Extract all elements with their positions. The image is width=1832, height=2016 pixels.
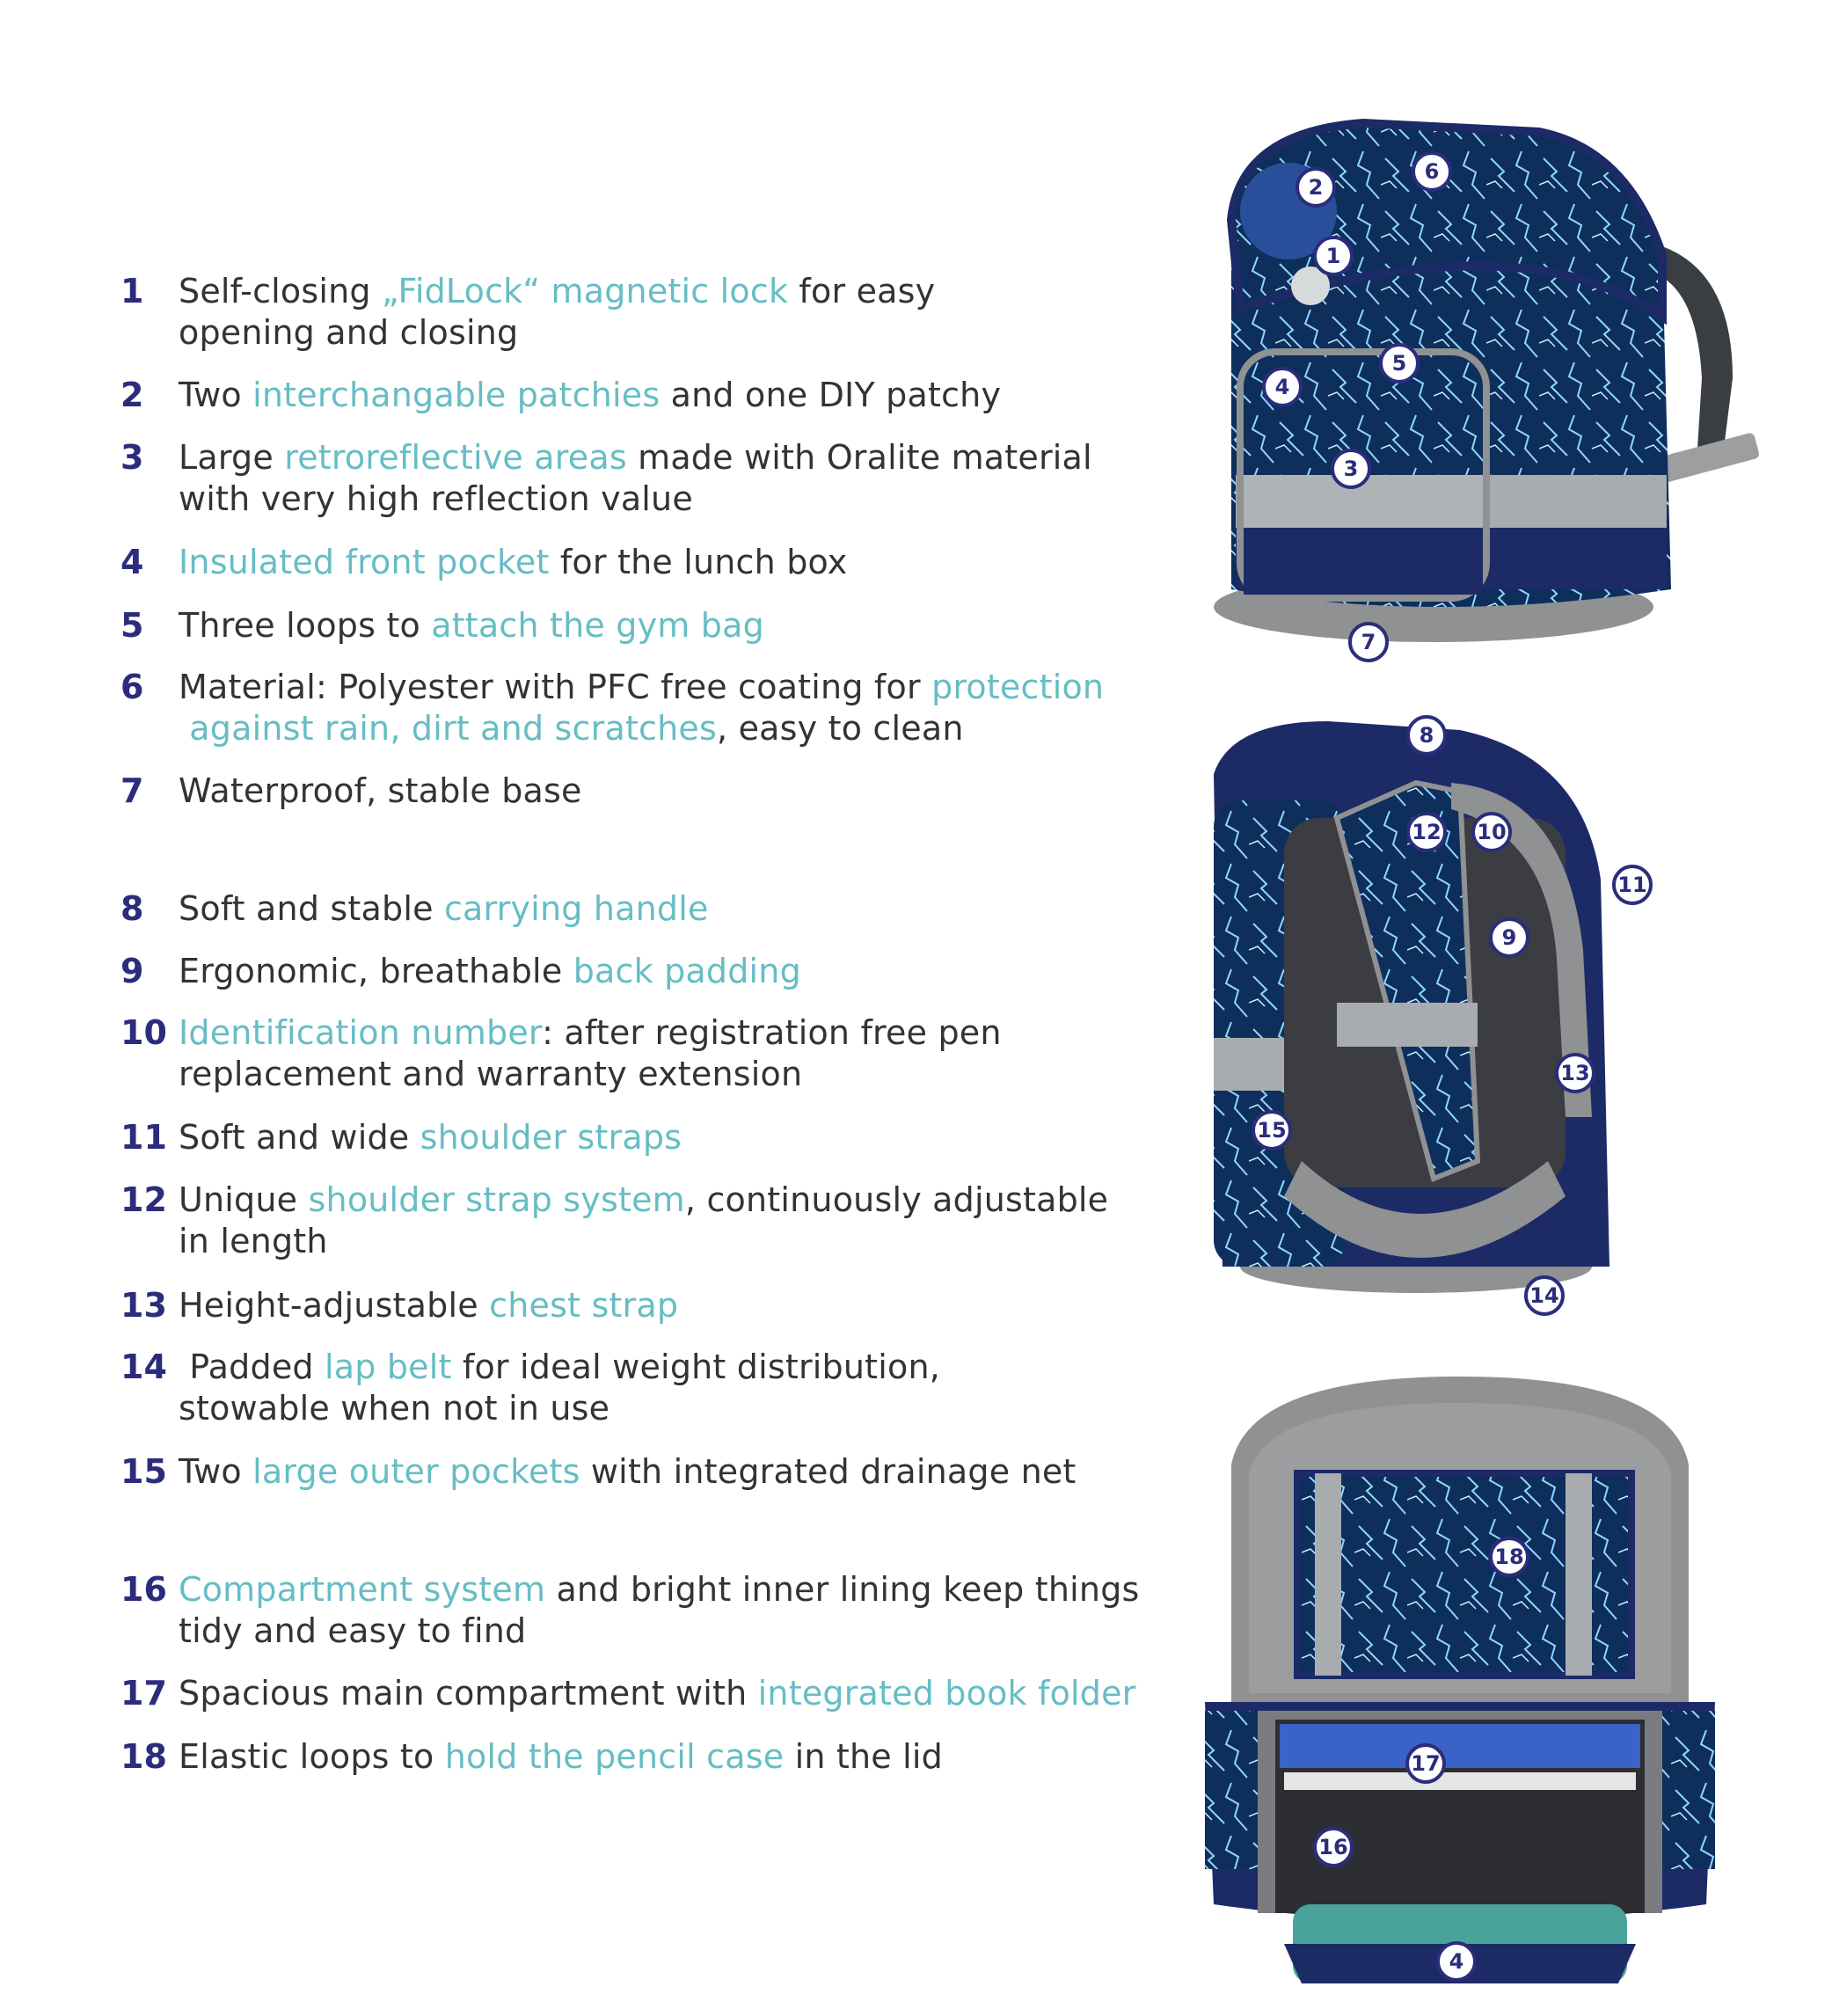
feature-text-line (179, 1347, 1102, 1388)
feature-text (179, 1012, 1102, 1095)
backpack-back-illustration (1196, 704, 1724, 1337)
feature-highlight: chest strap (489, 1286, 679, 1325)
feature-number: 15 (120, 1452, 167, 1491)
backpack-back-photo (1196, 704, 1724, 1337)
feature-text (179, 542, 1102, 583)
feature-item (120, 1180, 1109, 1262)
feature-text-segment: , continuously adjustable (684, 1180, 1109, 1219)
feature-text-line (179, 951, 1102, 992)
feature-text-line (179, 1569, 1140, 1611)
feature-item (120, 888, 1088, 930)
feature-number: 4 (120, 543, 144, 581)
feature-highlight: shoulder strap system (308, 1180, 685, 1219)
feature-item (120, 1285, 1088, 1326)
feature-text-segment: in length (179, 1222, 328, 1260)
marker-7: 7 (1348, 622, 1389, 662)
feature-text (179, 605, 1102, 646)
feature-text-segment: stowable when not in use (179, 1389, 610, 1428)
feature-text-line (179, 888, 1102, 930)
feature-text-segment: : after registration free pen (542, 1013, 1002, 1052)
feature-text-line (179, 771, 1102, 812)
feature-highlight: „FidLock“ magnetic lock (382, 272, 789, 310)
feature-highlight: back padding (573, 952, 801, 990)
feature-text-segment: Ergonomic, breathable (179, 952, 573, 990)
feature-item (120, 1736, 1088, 1778)
feature-text (179, 1569, 1140, 1652)
feature-highlight: Compartment system (179, 1570, 546, 1609)
feature-highlight: against rain, dirt and scratches (179, 709, 718, 748)
feature-text-line (179, 1736, 1102, 1778)
feature-highlight: Identification number (179, 1013, 543, 1052)
feature-highlight: integrated book folder (757, 1674, 1136, 1713)
feature-number: 2 (120, 376, 144, 414)
feature-text-segment: for easy (788, 272, 936, 310)
feature-text-line (179, 667, 1105, 708)
feature-text (179, 1736, 1102, 1778)
feature-text-line (179, 478, 1102, 520)
feature-text-segment: for the lunch box (549, 543, 848, 581)
feature-number: 13 (120, 1286, 167, 1325)
feature-text-line (179, 708, 1102, 749)
feature-text-segment: and one DIY patchy (660, 376, 1002, 414)
feature-text-line (179, 437, 1102, 478)
feature-item (120, 667, 1105, 749)
feature-text-segment: Waterproof, stable base (179, 771, 582, 810)
feature-highlight: interchangable patchies (252, 376, 661, 414)
marker-14: 14 (1524, 1275, 1565, 1316)
feature-text-segment: , easy to clean (717, 709, 964, 748)
marker-11: 11 (1612, 865, 1653, 905)
backpack-front-illustration (1170, 97, 1759, 677)
feature-text-segment: Soft and stable (179, 889, 444, 928)
feature-number: 12 (120, 1180, 167, 1219)
feature-highlight: large outer pockets (252, 1452, 580, 1491)
feature-text-segment: with integrated drainage net (580, 1452, 1077, 1491)
feature-number: 11 (120, 1118, 167, 1157)
feature-text-segment: Height-adjustable (179, 1286, 490, 1325)
feature-text-line (179, 1012, 1102, 1054)
feature-item (120, 1117, 1088, 1158)
feature-text-segment: tidy and easy to find (179, 1611, 527, 1650)
marker-10: 10 (1471, 812, 1512, 852)
feature-highlight: protection (931, 668, 1105, 706)
feature-highlight: shoulder straps (420, 1118, 682, 1157)
feature-highlight: lap belt (325, 1348, 452, 1386)
feature-text (179, 437, 1102, 520)
feature-text-segment: in the lid (784, 1737, 944, 1776)
feature-text (179, 1451, 1102, 1493)
feature-text-line (179, 1673, 1136, 1714)
feature-text-segment: Spacious main compartment with (179, 1674, 758, 1713)
feature-text-line (179, 271, 1102, 312)
backpack-open-illustration (1196, 1359, 1724, 2005)
marker-8: 8 (1406, 715, 1447, 756)
feature-item (120, 605, 1088, 646)
feature-number: 16 (120, 1570, 167, 1609)
feature-text-line (179, 1180, 1109, 1221)
backpack-front-photo (1170, 97, 1759, 677)
backpack-open-photo (1196, 1359, 1724, 2005)
feature-item (120, 375, 1088, 416)
feature-text (179, 951, 1102, 992)
feature-text (179, 667, 1105, 749)
feature-text-segment: opening and closing (179, 313, 519, 352)
feature-text (179, 1180, 1109, 1262)
feature-text-segment: Two (179, 1452, 253, 1491)
feature-text (179, 1673, 1136, 1714)
feature-text (179, 271, 1102, 354)
feature-item (120, 271, 1088, 354)
marker-4b: 4 (1436, 1941, 1477, 1982)
feature-number: 1 (120, 272, 144, 310)
feature-number: 9 (120, 952, 144, 990)
marker-2: 2 (1296, 167, 1336, 208)
feature-text-line (179, 1611, 1102, 1652)
feature-item (120, 1451, 1088, 1493)
feature-text-segment: Large (179, 438, 285, 477)
feature-number: 6 (120, 668, 144, 706)
feature-text-segment: with very high reflection value (179, 479, 693, 518)
marker-12: 12 (1406, 812, 1447, 852)
feature-text-segment: Two (179, 376, 253, 414)
feature-number: 7 (120, 771, 144, 810)
feature-text (179, 771, 1102, 812)
marker-3: 3 (1331, 449, 1371, 489)
feature-text-segment: Soft and wide (179, 1118, 420, 1157)
feature-text-line (179, 542, 1102, 583)
feature-item (120, 1347, 1088, 1429)
feature-text-segment: made with Oralite material (626, 438, 1092, 477)
feature-text-line (179, 1451, 1102, 1493)
feature-text-segment: Unique (179, 1180, 309, 1219)
feature-text (179, 1117, 1102, 1158)
feature-number: 8 (120, 889, 144, 928)
feature-text-segment: Three loops to (179, 606, 432, 645)
feature-number: 18 (120, 1737, 167, 1776)
feature-item (120, 1569, 1140, 1652)
marker-16: 16 (1313, 1827, 1354, 1867)
marker-17: 17 (1405, 1743, 1446, 1784)
feature-text-line (179, 312, 1102, 354)
feature-text-line (179, 1388, 1102, 1429)
feature-text-line (179, 1221, 1102, 1262)
marker-18: 18 (1489, 1537, 1529, 1577)
feature-highlight: carrying handle (443, 889, 709, 928)
marker-9: 9 (1489, 917, 1529, 958)
feature-text-line (179, 1117, 1102, 1158)
feature-item (120, 542, 1088, 583)
feature-item (120, 437, 1092, 520)
feature-number: 17 (120, 1674, 167, 1713)
feature-text (179, 888, 1102, 930)
feature-number: 10 (120, 1013, 167, 1052)
feature-text (179, 1347, 1102, 1429)
feature-highlight: hold the pencil case (444, 1737, 785, 1776)
feature-text-line (179, 375, 1102, 416)
feature-number: 14 (120, 1348, 167, 1386)
feature-text-segment: Material: Polyester with PFC free coating for (179, 668, 932, 706)
feature-text (179, 1285, 1102, 1326)
marker-6: 6 (1412, 151, 1452, 192)
feature-item (120, 951, 1088, 992)
feature-text (179, 375, 1102, 416)
feature-text-segment: Padded (179, 1348, 325, 1386)
marker-5: 5 (1379, 343, 1420, 383)
feature-number: 5 (120, 606, 144, 645)
feature-highlight: retroreflective areas (284, 438, 627, 477)
feature-highlight: Insulated front pocket (179, 543, 550, 581)
feature-item (120, 1673, 1136, 1714)
marker-13: 13 (1555, 1053, 1595, 1093)
feature-item (120, 771, 1088, 812)
feature-highlight: attach the gym bag (431, 606, 764, 645)
feature-text-segment: for ideal weight distribution, (451, 1348, 941, 1386)
feature-text-line (179, 605, 1102, 646)
feature-text-line (179, 1054, 1102, 1095)
feature-text-segment: Self-closing (179, 272, 383, 310)
feature-text-segment: Elastic loops to (179, 1737, 445, 1776)
feature-text-line (179, 1285, 1102, 1326)
marker-4: 4 (1262, 367, 1303, 407)
marker-15: 15 (1252, 1110, 1292, 1150)
feature-number: 3 (120, 438, 144, 477)
feature-text-segment: replacement and warranty extension (179, 1055, 803, 1093)
feature-item (120, 1012, 1088, 1095)
feature-text-segment: and bright inner lining keep things (545, 1570, 1140, 1609)
marker-1: 1 (1313, 236, 1354, 276)
